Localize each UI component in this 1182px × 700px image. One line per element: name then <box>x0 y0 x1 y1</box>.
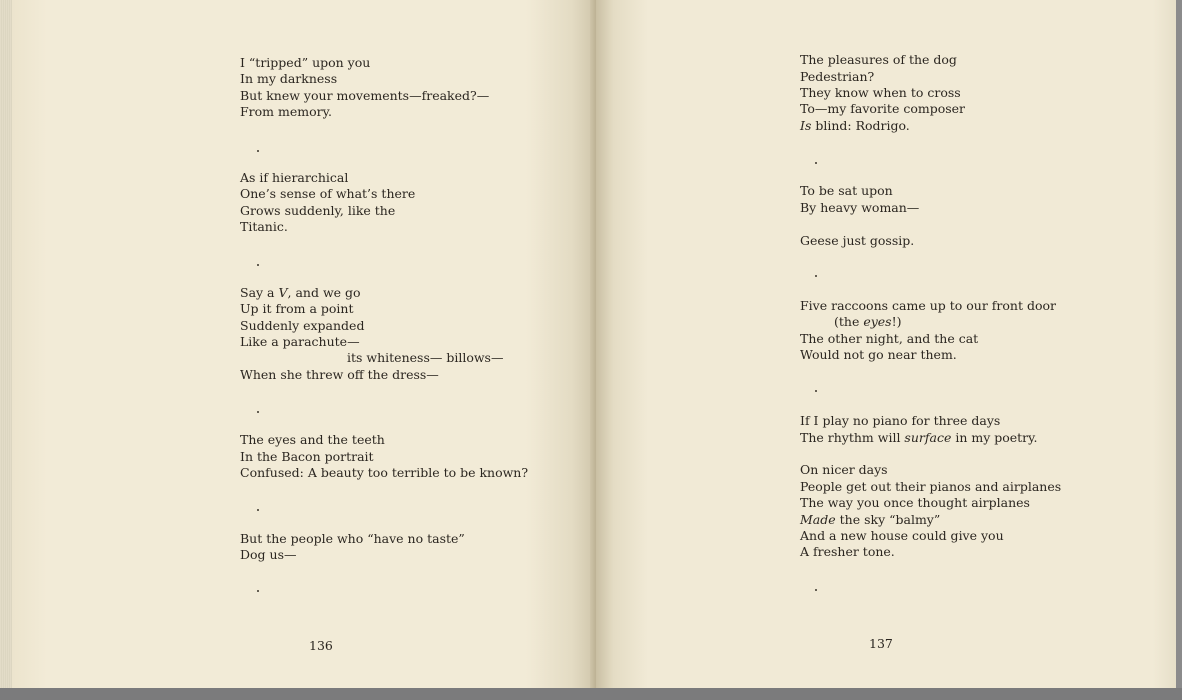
italic-word: eyes <box>863 314 892 329</box>
section-dot <box>257 264 259 266</box>
poem-line: But knew your movements—freaked?— <box>240 88 490 103</box>
poem-line: Pedestrian? <box>800 69 875 84</box>
poem-line: Would not go near them. <box>800 347 957 362</box>
poem-line: And a new house could give you <box>800 528 1004 543</box>
poem-line: To be sat upon <box>800 183 893 198</box>
section-dot <box>815 162 817 164</box>
poem-line: A fresher tone. <box>800 544 895 559</box>
section-dot <box>257 509 259 511</box>
poem-line-indented: its whiteness— billows— <box>347 350 504 365</box>
poem-line: Geese just gossip. <box>800 233 915 248</box>
section-dot <box>815 589 817 591</box>
line-part: the sky “balmy” <box>835 512 941 527</box>
section-dot <box>257 590 259 592</box>
line-part: The rhythm will <box>800 430 905 445</box>
poem-line: One’s sense of what’s there <box>240 186 416 201</box>
poem-line: Like a parachute— <box>240 334 360 349</box>
poem-line: The other night, and the cat <box>800 331 979 346</box>
italic-word: Is <box>800 118 812 133</box>
poem-line: Dog us— <box>240 547 297 562</box>
poem-line: The way you once thought airplanes <box>800 495 1030 510</box>
poem-line: In the Bacon portrait <box>240 449 374 464</box>
line-part: (the <box>834 314 864 329</box>
poem-line <box>800 430 1038 446</box>
poem-line: The pleasures of the dog <box>800 52 957 67</box>
italic-word: surface <box>904 430 952 445</box>
poem-line: Up it from a point <box>240 301 354 316</box>
poem-line: Confused: A beauty too terrible to be known? <box>240 465 529 480</box>
poem-line: Suddenly expanded <box>240 318 365 333</box>
cover-edge <box>1176 0 1182 700</box>
table-surface <box>0 688 1182 700</box>
poem-line: People get out their pianos and airplanes <box>800 479 1062 494</box>
italic-word: Made <box>800 512 836 527</box>
line-part: , and we go <box>287 285 361 300</box>
poem-line: If I play no piano for three days <box>800 413 1001 428</box>
section-dot <box>257 411 259 413</box>
poem-line <box>800 118 910 134</box>
poem-line: By heavy woman— <box>800 200 920 215</box>
line-part: Say a <box>240 285 275 300</box>
poem-line: From memory. <box>240 104 332 119</box>
poem-line: Grows suddenly, like the <box>240 203 396 218</box>
poem-line: When she threw off the dress— <box>240 367 439 382</box>
poem-line: They know when to cross <box>800 85 961 100</box>
poem-line: In my darkness <box>240 71 338 86</box>
section-dot <box>815 390 817 392</box>
italic-word: V <box>278 285 288 300</box>
line-part: in my poetry. <box>951 430 1038 445</box>
poem-line: To—my favorite composer <box>800 101 966 116</box>
poem-line <box>240 285 361 301</box>
poem-line: The eyes and the teeth <box>240 432 385 447</box>
page-number: 136 <box>309 638 333 653</box>
poem-line: But the people who “have no taste” <box>240 531 465 546</box>
poem-line: As if hierarchical <box>240 170 349 185</box>
right-page <box>596 0 1176 690</box>
section-dot <box>257 150 259 152</box>
left-page <box>12 0 596 690</box>
page-number: 137 <box>869 636 893 651</box>
poem-line: Five raccoons came up to our front door <box>800 298 1056 313</box>
poem-line: I “tripped” upon you <box>240 55 371 70</box>
poem-line: Titanic. <box>240 219 288 234</box>
line-part: !) <box>891 314 902 329</box>
poem-line <box>800 512 940 528</box>
line-part: blind: Rodrigo. <box>811 118 910 133</box>
poem-line-indented <box>834 314 902 330</box>
section-dot <box>815 275 817 277</box>
poem-line: On nicer days <box>800 462 888 477</box>
